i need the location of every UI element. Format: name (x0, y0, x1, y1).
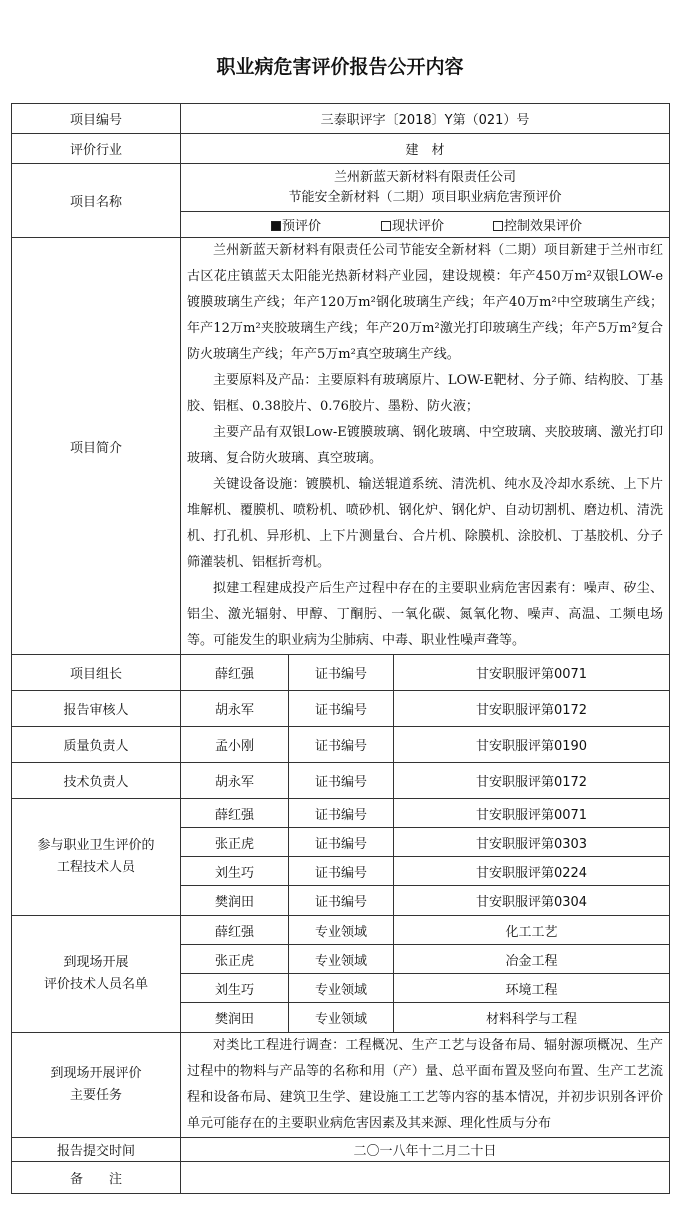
field-label: 专业领域 (289, 974, 394, 1003)
submit-date-value: 二〇一八年十二月二十日 (181, 1138, 670, 1162)
member-name: 张正虎 (181, 828, 289, 857)
row-role (12, 655, 670, 691)
field-label: 专业领域 (289, 916, 394, 945)
member-name: 张正虎 (181, 945, 289, 974)
tasks-label-line1: 到现场开展评价 (50, 1066, 142, 1081)
cert-label: 证书编号 (289, 828, 394, 857)
member-name: 刘生巧 (181, 857, 289, 886)
option-label: 预评价 (282, 219, 322, 234)
disclosure-table (11, 103, 670, 1194)
member-field: 冶金工程 (394, 945, 670, 974)
submit-date-label: 报告提交时间 (12, 1138, 181, 1162)
tasks-label (12, 1033, 181, 1138)
remarks-value (181, 1162, 670, 1194)
row-remarks (12, 1162, 670, 1194)
intro-paragraph: 拟建工程建成投产后生产过程中存在的主要职业病危害因素有：噪声、矽尘、铝尘、激光辐射、甲醇、丁酮肟、一氧化碳、氮氧化物、噪声、高温、工频电场等。可能发生的职业病为尘肺病、中毒、职业性噪声聋等。 (187, 581, 664, 648)
row-tasks (12, 1033, 670, 1138)
role-label: 报告审核人 (12, 691, 181, 727)
project-no-label: 项目编号 (12, 104, 181, 134)
tech-staff-label-line1: 参与职业卫生评价的 (37, 838, 155, 853)
tech-staff-label-line2: 工程技术人员 (56, 860, 135, 875)
row-role (12, 691, 670, 727)
option-label: 控制效果评价 (504, 219, 583, 234)
row-project-no (12, 104, 670, 134)
cert-label: 证书编号 (289, 857, 394, 886)
cert-label: 证书编号 (289, 886, 394, 916)
remarks-label: 备 注 (12, 1162, 181, 1194)
member-field: 材料科学与工程 (394, 1003, 670, 1033)
tasks-label-line2: 主要任务 (69, 1088, 122, 1103)
member-name: 薛红强 (181, 799, 289, 828)
industry-label: 评价行业 (12, 134, 181, 164)
row-intro (12, 238, 670, 655)
intro-paragraph: 主要原料及产品：主要原料有玻璃原片、LOW-E靶材、分子筛、结构胶、丁基胶、铝框、0.38胶片、0.76胶片、墨粉、防火液； (187, 373, 664, 414)
cert-label: 证书编号 (289, 655, 394, 691)
role-name: 胡永军 (181, 763, 289, 799)
field-label: 专业领域 (289, 945, 394, 974)
member-cert: 甘安职服评第0224 (394, 857, 670, 886)
member-name: 薛红强 (181, 916, 289, 945)
tasks-content (181, 1033, 670, 1138)
project-name-label: 项目名称 (12, 164, 181, 238)
site-staff-label (12, 916, 181, 1033)
checkbox-empty-icon (381, 221, 391, 231)
cert-label: 证书编号 (289, 727, 394, 763)
member-cert: 甘安职服评第0071 (394, 799, 670, 828)
intro-paragraph: 兰州新蓝天新材料有限责任公司节能安全新材料（二期）项目新建于兰州市红古区花庄镇蓝天太阳能光热新材料产业园，建设规模：年产450万m²双银LOW-e镀膜玻璃生产线；年产120万m²钢化玻璃生产线；年产40万m²中空玻璃生产线；年产12万m²夹胶玻璃生产线；年产20万m²激光打印玻璃生产线；年产5万m²复合防火玻璃生产线；年产5万m²真空玻璃生产线。 (187, 243, 664, 362)
option-label: 现状评价 (392, 219, 445, 234)
project-name-value (181, 164, 670, 212)
document-title: 职业病危害评价报告公开内容 (216, 56, 464, 78)
role-cert: 甘安职服评第0172 (394, 763, 670, 799)
member-name: 樊润田 (181, 1003, 289, 1033)
member-cert: 甘安职服评第0304 (394, 886, 670, 916)
role-cert: 甘安职服评第0172 (394, 691, 670, 727)
cert-label: 证书编号 (289, 691, 394, 727)
row-role (12, 727, 670, 763)
row-site-staff (12, 916, 670, 945)
member-name: 樊润田 (181, 886, 289, 916)
row-project-name (12, 164, 670, 212)
role-name: 薛红强 (181, 655, 289, 691)
checkbox-checked-icon (271, 221, 281, 231)
member-name: 刘生巧 (181, 974, 289, 1003)
option-pre-evaluation[interactable] (271, 215, 363, 234)
role-label: 技术负责人 (12, 763, 181, 799)
cert-label: 证书编号 (289, 763, 394, 799)
role-label: 质量负责人 (12, 727, 181, 763)
site-staff-label-line2: 评价技术人员名单 (43, 977, 148, 992)
option-control-evaluation[interactable] (493, 215, 613, 234)
row-role (12, 763, 670, 799)
intro-content (181, 238, 670, 655)
evaluation-type-options (181, 212, 670, 238)
field-label: 专业领域 (289, 1003, 394, 1033)
intro-paragraph: 主要产品有双银Low-E镀膜玻璃、钢化玻璃、中空玻璃、夹胶玻璃、激光打印玻璃、复合防火玻璃、真空玻璃。 (187, 425, 664, 466)
member-cert: 甘安职服评第0303 (394, 828, 670, 857)
role-cert: 甘安职服评第0071 (394, 655, 670, 691)
member-field: 环境工程 (394, 974, 670, 1003)
cert-label: 证书编号 (289, 799, 394, 828)
option-current-evaluation[interactable] (381, 215, 493, 234)
industry-value: 建 材 (181, 134, 670, 164)
intro-paragraph: 关键设备设施：镀膜机、输送辊道系统、清洗机、纯水及冷却水系统、上下片堆解机、覆膜机、喷粉机、喷砂机、钢化炉、钢化炉、自动切割机、磨边机、清洗机、打孔机、异形机、上下片测量台、合片机、除膜机、涂胶机、丁基胶机、分子筛灌装机、铝框折弯机。 (187, 477, 664, 570)
role-label: 项目组长 (12, 655, 181, 691)
project-name-line1: 兰州新蓝天新材料有限责任公司 (334, 169, 517, 185)
project-no-value: 三泰职评字〔2018〕Y第（021）号 (181, 104, 670, 134)
checkbox-empty-icon (493, 221, 503, 231)
row-tech-staff (12, 799, 670, 828)
tasks-text: 对类比工程进行调查：工程概况、生产工艺与设备布局、辐射源项概况、生产过程中的物料与产品等的名称和用（产）量、总平面布置及竖向布置、生产工艺流程和设备布局、建筑卫生学、建设施工工艺等内容的基本情况，并初步识别各评价单元可能存在的主要职业病危害因素及其来源、理化性质与分布 (187, 1038, 664, 1131)
role-name: 孟小刚 (181, 727, 289, 763)
tech-staff-label (12, 799, 181, 916)
row-industry (12, 134, 670, 164)
site-staff-label-line1: 到现场开展 (63, 955, 129, 970)
member-field: 化工工艺 (394, 916, 670, 945)
project-name-line2: 节能安全新材料（二期）项目职业病危害预评价 (288, 189, 562, 205)
role-cert: 甘安职服评第0190 (394, 727, 670, 763)
role-name: 胡永军 (181, 691, 289, 727)
row-submit-date (12, 1138, 670, 1162)
intro-label: 项目简介 (12, 238, 181, 655)
